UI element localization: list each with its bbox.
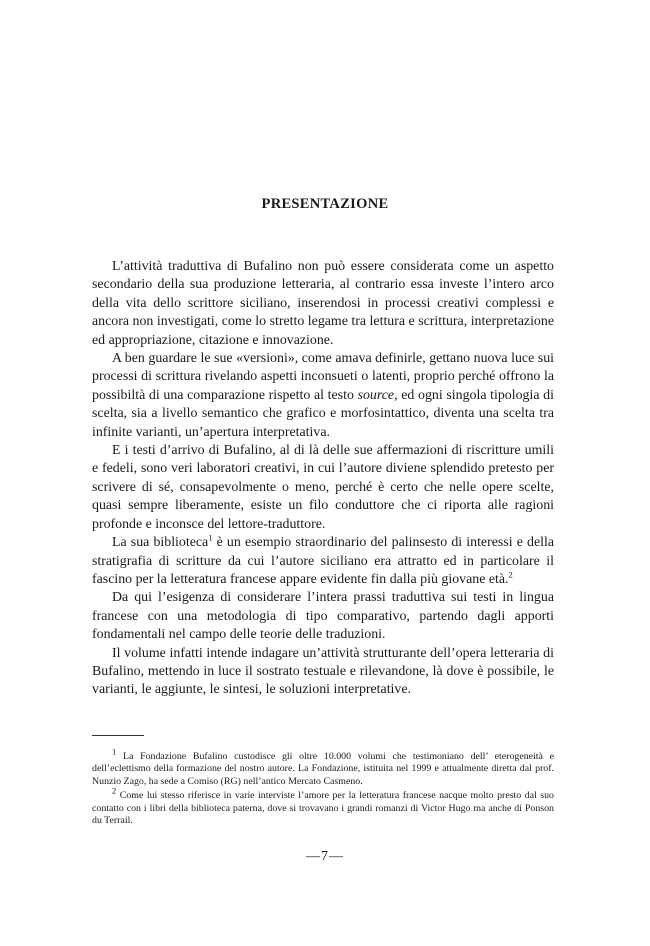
paragraph-5: Da qui l’esigenza di considerare l’intera prassi traduttiva sui testi in lingua francese con una metodologia di tipo comparativo, partendo dagli apporti fondamentali nel campo delle teorie delle traduzioni.	[92, 590, 554, 643]
footnote-1	[92, 746, 554, 788]
footnote-1-marker: 1	[112, 746, 117, 757]
paragraph-2-text-a: A ben guardare le sue «versioni», come amava definirle, gettano nuova luce sui processi di scrittura rivelando aspetti inconsueti o latenti, proprio perché offrono la possibiltà di una comparazione rispetto al testo	[92, 351, 554, 403]
paragraph-4-text-b: è un esempio straordinario del palinsesto di interessi e della stratigrafia di scritture da cui l’autore siciliano era attratto ed in particolare il fascino per la letteratura francese appare evidente fin dalla più giovane età.	[92, 535, 555, 587]
footnote-2-marker: 2	[112, 785, 117, 796]
paragraph-2-text-b: , ed ogni singola tipologia di scelta, sia a livello semantico che grafico e morfosintattico, diventa una scelta tra infinite varianti, un’apertura interpretativa.	[92, 387, 554, 440]
page-title: PRESENTAZIONE	[261, 196, 389, 212]
footnote-1-text: La Fondazione Bufalino custodisce gli oltre 10.000 volumi che testimoniano dell’ eterogeneità e dell’eclettismo della formazione del nostro autore. La Fondazione, istituita nel 1999 e attualmente diretta dal prof. Nunzio Zago, ha sede a Comiso (RG) nell’antico Mercato Casmeno.	[92, 751, 554, 787]
paragraph-4-text-a: La sua biblioteca	[112, 535, 209, 551]
footnote-2	[92, 785, 554, 827]
paragraph-1: L’attività traduttiva di Bufalino non può essere considerata come un aspetto secondario della sua produzione letteraria, al contrario essa investe l’intero arco della vita dello scrittore siciliano, inserendosi in processi creativi complessi e ancora non investigati, come lo stretto legame tra lettura e scrittura, interpretazione ed appropriazione, citazione e innovazione.	[92, 259, 554, 348]
paragraph-6: Il volume infatti intende indagare un’attività strutturante dell’opera letteraria di Bufalino, mettendo in luce il sostrato testuale e rilevandone, là dove è possibile, le varianti, le aggiunte, le sintesi, le soluzioni interpretative.	[92, 645, 554, 698]
main-text	[92, 258, 554, 700]
footnotes	[92, 746, 554, 829]
paragraph-2	[92, 350, 554, 442]
footnote-2-text: Come lui stesso riferisce in varie interviste l’amore per la letteratura francese nacque molto presto dal suo contatto con i libri della biblioteca paterna, dove si trovavano i grandi romanzi di Victor Hugo ma anche di Ponson du Terrail.	[92, 790, 554, 827]
footnote-ref-2[interactable]: 2	[508, 569, 513, 580]
page-number: —7—	[306, 849, 344, 864]
footnote-divider	[92, 735, 144, 736]
paragraph-2-italic-word: source	[357, 387, 395, 403]
footnote-ref-1[interactable]: 1	[208, 532, 213, 543]
paragraph-4	[92, 534, 554, 589]
paragraph-3: E i testi d’arrivo di Bufalino, al di là delle sue affermazioni di riscritture umili e fedeli, sono veri laboratori creativi, in cui l’autore diviene splendido pretesto per scrivere di sé, consapevolmente o meno, perché è certo che nelle opere scelte, quasi sempre liberamente, esiste un filo conduttore che ci riporta alle ragioni profonde e inconsce del lettore-traduttore.	[92, 443, 554, 532]
